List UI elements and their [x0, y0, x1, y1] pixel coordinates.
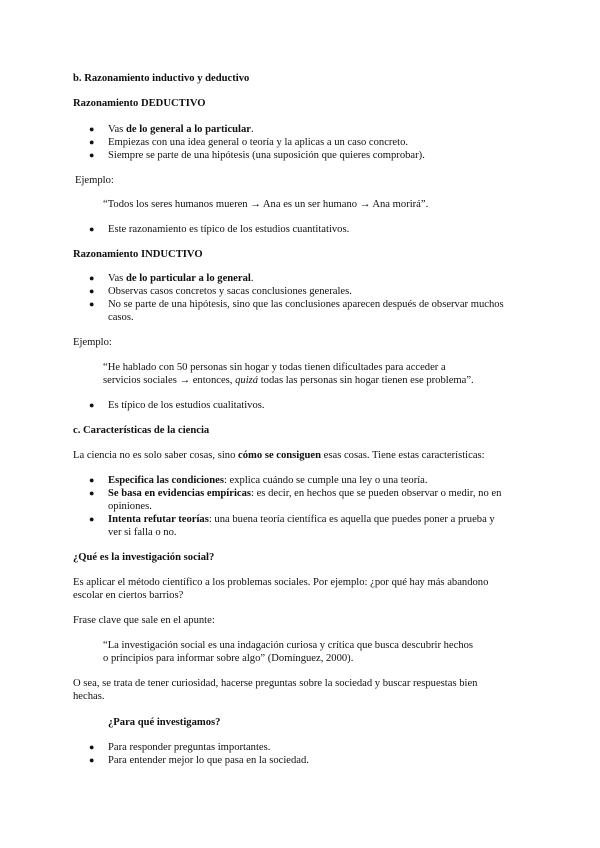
characteristic-1: Especifica las condiciones: explica cuándo se cumple una ley o una teoría.: [108, 475, 428, 486]
bullet-icon: ●: [89, 488, 95, 498]
deductivo-bullet-4: Este razonamiento es típico de los estudios cuantitativos.: [108, 224, 350, 235]
investigacion-para-2-line-2: hechas.: [73, 691, 105, 702]
characteristic-3-line-2: ver si falla o no.: [108, 527, 177, 538]
section-c-title: c. Características de la ciencia: [73, 425, 210, 436]
inductivo-bullet-2: Observas casos concretos y sacas conclusiones generales.: [108, 286, 352, 297]
bullet-icon: ●: [89, 742, 95, 752]
inductivo-bullet-4: Es típico de los estudios cualitativos.: [108, 400, 265, 411]
section-b-title: b. Razonamiento inductivo y deductivo: [73, 73, 250, 84]
inductivo-bullet-1: Vas de lo particular a lo general.: [108, 273, 254, 284]
investigacion-para-2-line-1: O sea, se trata de tener curiosidad, hacerse preguntas sobre la sociedad y buscar respuestas bien: [73, 678, 478, 689]
deductivo-bullet-1: Vas de lo general a lo particular.: [108, 124, 254, 135]
quote-line-1: “La investigación social es una indagación curiosa y crítica que busca descubrir hechos: [103, 640, 474, 651]
investigacion-title: ¿Qué es la investigación social?: [73, 552, 215, 563]
inductivo-example-line-2: servicios sociales → entonces, quizá todas las personas sin hogar tienen ese problema”.: [103, 375, 474, 386]
deductivo-bullet-2: Empiezas con una idea general o teoría y la aplicas a un caso concreto.: [108, 137, 409, 148]
phrase-label: Frase clave que sale en el apunte:: [73, 615, 215, 626]
inductivo-example-label: Ejemplo:: [73, 337, 112, 348]
bullet-icon: ●: [89, 475, 95, 485]
characteristic-2-line-2: opiniones.: [108, 501, 152, 512]
bullet-icon: ●: [89, 150, 95, 160]
investigacion-para-1-line-2: escolar en ciertos barrios?: [73, 590, 184, 601]
bullet-icon: ●: [89, 286, 95, 296]
section-c-intro: La ciencia no es solo saber cosas, sino cómo se consiguen esas cosas. Tiene estas características:: [73, 450, 485, 461]
deductivo-example-text: “Todos los seres humanos mueren → Ana es un ser humano → Ana morirá”.: [103, 199, 429, 210]
inductivo-heading: Razonamiento INDUCTIVO: [73, 249, 203, 260]
bullet-icon: ●: [89, 514, 95, 524]
para-que-subtitle: ¿Para qué investigamos?: [108, 717, 221, 728]
inductivo-bullet-3-line-1: No se parte de una hipótesis, sino que las conclusiones aparecen después de observar muchos: [108, 299, 504, 310]
characteristic-2-line-1: Se basa en evidencias empíricas: es decir, en hechos que se pueden observar o medir, no en: [108, 488, 502, 499]
deductivo-example-label: Ejemplo:: [75, 175, 114, 186]
investigacion-para-1-line-1: Es aplicar el método científico a los problemas sociales. Por ejemplo: ¿por qué hay más abandono: [73, 577, 489, 588]
reason-2: Para entender mejor lo que pasa en la sociedad.: [108, 755, 309, 766]
inductivo-example-line-1: “He hablado con 50 personas sin hogar y todas tienen dificultades para acceder a: [103, 362, 446, 373]
bullet-icon: ●: [89, 124, 95, 134]
bullet-icon: ●: [89, 273, 95, 283]
bullet-icon: ●: [89, 224, 95, 234]
deductivo-bullet-3: Siempre se parte de una hipótesis (una suposición que quieres comprobar).: [108, 150, 425, 161]
bullet-icon: ●: [89, 400, 95, 410]
bullet-icon: ●: [89, 299, 95, 309]
deductivo-heading: Razonamiento DEDUCTIVO: [73, 98, 206, 109]
bullet-icon: ●: [89, 137, 95, 147]
reason-1: Para responder preguntas importantes.: [108, 742, 271, 753]
bullet-icon: ●: [89, 755, 95, 765]
quote-line-2: o principios para informar sobre algo” (Domínguez, 2000).: [103, 653, 354, 664]
characteristic-3-line-1: Intenta refutar teorías: una buena teoría científica es aquella que puedes poner a prueba y: [108, 514, 495, 525]
inductivo-bullet-3-line-2: casos.: [108, 312, 134, 323]
